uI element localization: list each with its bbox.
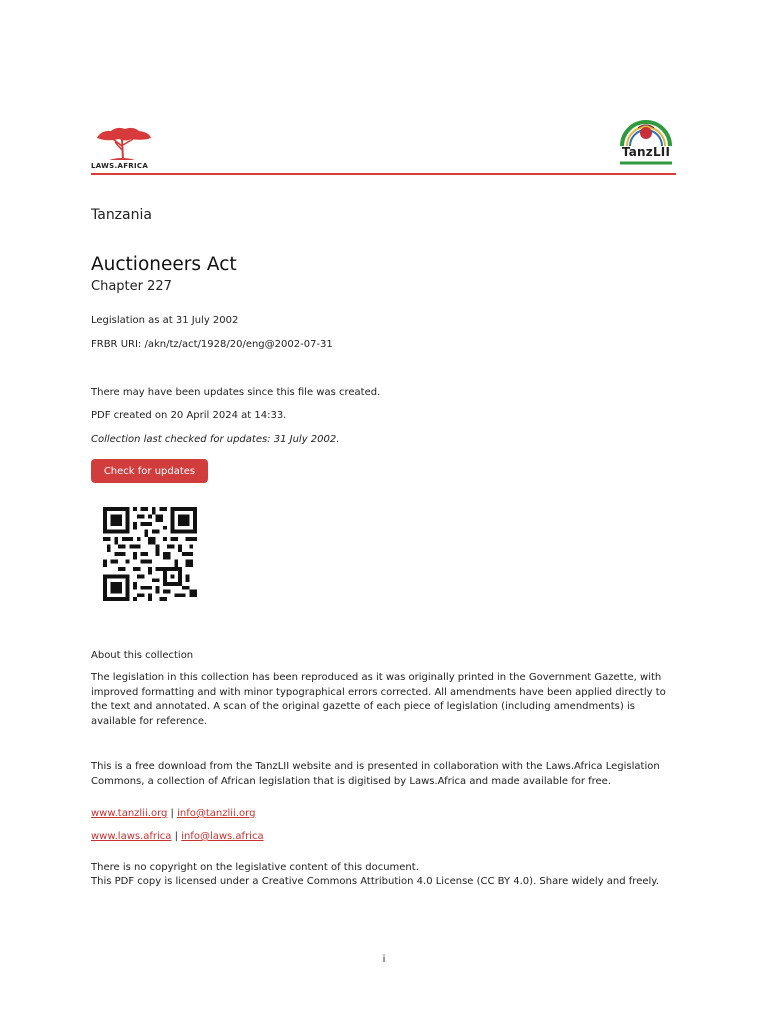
lawsafrica-website-link[interactable]: www.laws.africa — [91, 831, 172, 842]
chapter-label: Chapter 227 — [91, 279, 172, 294]
link-separator: | — [174, 831, 178, 842]
country-label: Tanzania — [91, 207, 152, 223]
tanzlii-email-link[interactable]: info@tanzlii.org — [177, 808, 256, 819]
last-checked-note: Collection last checked for updates: 31 July 2002. — [91, 434, 340, 445]
tanzlii-logo — [616, 116, 676, 168]
updates-notice: There may have been updates since this file was created. — [91, 387, 381, 398]
frbr-uri: FRBR URI: /akn/tz/act/1928/20/eng@2002-07-31 — [91, 339, 333, 350]
tanzlii-wordmark: TanzLII — [621, 145, 671, 159]
laws-africa-wordmark: LAWS.AFRICA — [91, 162, 149, 170]
lawsafrica-links — [91, 831, 264, 842]
about-heading: About this collection — [91, 650, 194, 661]
about-paragraph: The legislation in this collection has been reproduced as it was originally printed in the Government Gazette, with improved formatting and with minor typographical errors corrected. All amendments have been applied directly to the text and annotated. A scan of the original gazette of each piece of legislation (including amendments) is available for reference. — [91, 672, 666, 727]
check-for-updates-button[interactable]: Check for updates — [91, 459, 208, 483]
lawsafrica-email-link[interactable]: info@laws.africa — [181, 831, 264, 842]
qr-code-icon[interactable] — [100, 507, 200, 601]
document-header — [91, 116, 676, 176]
link-separator: | — [170, 808, 174, 819]
acacia-tree-icon — [91, 126, 153, 162]
license-notice: This PDF copy is licensed under a Creative Commons Attribution 4.0 License (CC BY 4.0). Share widely and freely. — [91, 876, 659, 887]
tanzlii-website-link[interactable]: www.tanzlii.org — [91, 808, 168, 819]
tanzlii-emblem-icon — [616, 116, 676, 168]
document-title: Auctioneers Act — [91, 254, 237, 275]
pdf-created-date: PDF created on 20 April 2024 at 14:33. — [91, 410, 287, 421]
page-number: i — [382, 954, 386, 965]
header-divider — [91, 173, 676, 175]
tanzlii-links — [91, 808, 255, 819]
free-download-paragraph: This is a free download from the TanzLII website and is presented in collaboration with the Laws.Africa Legislation Commons, a collection of African legislation that is digitised by Laws.Africa and made available for free. — [91, 761, 660, 787]
legislation-date: Legislation as at 31 July 2002 — [91, 315, 239, 326]
copyright-notice: There is no copyright on the legislative content of this document. — [91, 862, 419, 873]
laws-africa-logo — [91, 126, 153, 172]
